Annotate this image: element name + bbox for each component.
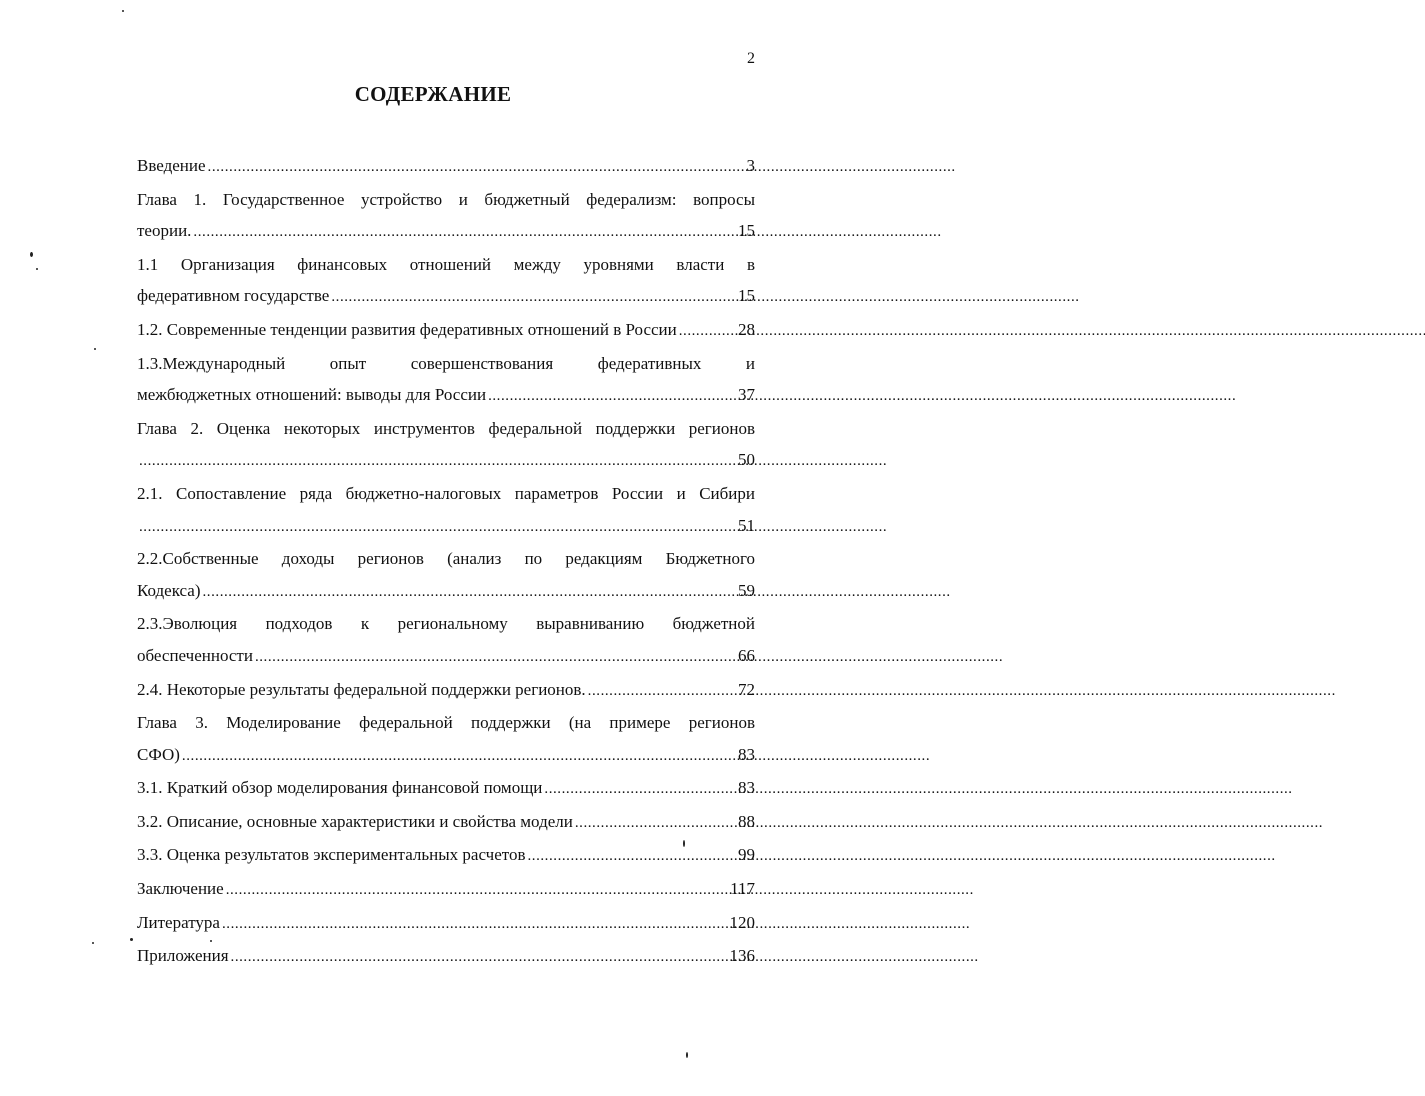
toc-entry-last-line (137, 674, 755, 708)
dot-leader (331, 280, 736, 314)
dot-leader (679, 314, 736, 348)
toc-entry (137, 413, 755, 478)
toc-entry (137, 348, 755, 413)
toc-entry-page: 59 (738, 580, 755, 600)
toc-entry-title: 1.2. Современные тенденции развития федеративных отношений в России (137, 319, 677, 339)
scan-speck (30, 252, 33, 257)
toc-entry-last-line (137, 379, 755, 413)
toc-entry-last-line (137, 510, 755, 544)
toc-entry-title: Введение (137, 156, 206, 175)
scan-speck (36, 268, 38, 270)
toc-entry-last-line (137, 839, 755, 873)
toc-entry-page: 50 (738, 450, 755, 470)
toc-entry-title-line: 2.3.Эволюция подходов к региональному выравниванию бюджетной (137, 614, 755, 634)
toc-entry-last-line (137, 215, 755, 249)
toc-entry (137, 940, 755, 974)
toc-entry-page: 99 (738, 845, 755, 865)
toc-entry-page: 117 (730, 879, 755, 899)
toc-entry-title-line: Глава 1. Государственное устройство и бюджетный федерализм: вопросы (137, 189, 755, 209)
dot-leader (488, 379, 736, 413)
toc-entry (137, 674, 755, 708)
toc-entry (137, 478, 755, 543)
toc-entry-page: 3 (746, 156, 755, 175)
toc-entry-title: 3.1. Краткий обзор моделирования финансовой помощи (137, 778, 543, 798)
toc-entry-title: 2.4. Некоторые результаты федеральной поддержки регионов. (137, 679, 586, 699)
toc-entry-title: Приложения (137, 946, 229, 966)
toc-entry (137, 543, 755, 608)
toc-entry-title: Заключение (137, 879, 224, 899)
scan-speck (686, 1052, 688, 1058)
toc-entry-last-line (137, 873, 755, 907)
toc-entry-last-line (137, 280, 755, 314)
dot-leader (139, 444, 736, 478)
toc-entry-title-line: 2.2.Собственные доходы регионов (анализ по редакциям Бюджетного (137, 549, 755, 569)
toc-entry-page: 28 (738, 319, 755, 339)
dot-leader (575, 806, 736, 840)
dot-leader (231, 940, 728, 974)
toc-entry (137, 608, 755, 673)
toc-entry-page: 83 (738, 778, 755, 798)
toc-entry-page: 83 (738, 744, 755, 764)
toc-entry (137, 873, 755, 907)
toc-entry-title: Кодекса) (137, 580, 201, 600)
scan-speck (210, 940, 212, 942)
scan-speck (94, 348, 96, 350)
toc-entry-page: 120 (729, 912, 755, 932)
dot-leader (255, 640, 736, 674)
toc-entry-title-line: Глава 3. Моделирование федеральной поддержки (на примере регионов (137, 713, 755, 733)
dot-leader (588, 674, 736, 708)
toc-entry-title: 3.2. Описание, основные характеристики и свойства модели (137, 811, 573, 831)
toc-entry-page: 37 (738, 385, 755, 405)
dot-leader (193, 215, 736, 249)
toc-entry (137, 907, 755, 941)
toc-entry-title: 3.3. Оценка результатов экспериментальных расчетов (137, 845, 526, 865)
dot-leader (182, 739, 736, 773)
table-of-contents (137, 150, 755, 974)
toc-entry-title-line: 2.1. Сопоставление ряда бюджетно-налоговых параметров России и Сибири (137, 483, 755, 503)
toc-entry (137, 839, 755, 873)
scan-speck (683, 840, 685, 847)
toc-entry-last-line (137, 150, 755, 184)
toc-entry-last-line (137, 640, 755, 674)
scan-speck (122, 10, 124, 12)
toc-entry-title-line: 1.3.Международный опыт совершенствования федеративных и (137, 353, 755, 373)
toc-entry-title: теории. (137, 221, 192, 241)
toc-entry-last-line (137, 314, 755, 348)
toc-entry-page: 72 (738, 679, 755, 699)
toc-entry-last-line (137, 940, 755, 974)
dot-leader (226, 873, 728, 907)
toc-entry (137, 249, 755, 314)
toc-entry-title: Литература (137, 912, 220, 932)
toc-entry-title-line: Глава 2. Оценка некоторых инструментов федеральной поддержки регионов (137, 418, 755, 438)
dot-leader (208, 150, 745, 184)
scan-speck (130, 938, 133, 941)
page-number: 2 (747, 50, 755, 67)
toc-entry (137, 184, 755, 249)
toc-entry (137, 707, 755, 772)
toc-entry (137, 150, 755, 184)
toc-entry-page: 66 (738, 645, 755, 665)
toc-entry (137, 772, 755, 806)
toc-entry-title: межбюджетных отношений: выводы для России (137, 385, 487, 405)
toc-entry-last-line (137, 806, 755, 840)
toc-entry-page: 88 (738, 811, 755, 831)
toc-entry-last-line (137, 575, 755, 609)
toc-entry-last-line (137, 907, 755, 941)
toc-entry-title: СФО) (137, 744, 180, 764)
page-title: СОДЕРЖАНИЕ (354, 82, 512, 106)
toc-entry-page: 15 (738, 286, 755, 306)
toc-entry-title: федеративном государстве (137, 286, 330, 306)
toc-entry-title: обеспеченности (137, 645, 253, 665)
toc-entry-page: 51 (738, 515, 755, 535)
dot-leader (544, 772, 736, 806)
dot-leader (527, 839, 736, 873)
scan-speck (92, 942, 94, 944)
dot-leader (203, 575, 737, 609)
toc-entry-page: 136 (729, 946, 755, 966)
toc-entry-last-line (137, 444, 755, 478)
dot-leader (222, 907, 728, 941)
toc-entry (137, 314, 755, 348)
toc-entry-last-line (137, 739, 755, 773)
toc-entry-page: 15 (738, 221, 755, 241)
dot-leader (139, 510, 736, 544)
toc-entry-last-line (137, 772, 755, 806)
toc-entry (137, 806, 755, 840)
toc-entry-title-line: 1.1 Организация финансовых отношений между уровнями власти в (137, 254, 755, 274)
